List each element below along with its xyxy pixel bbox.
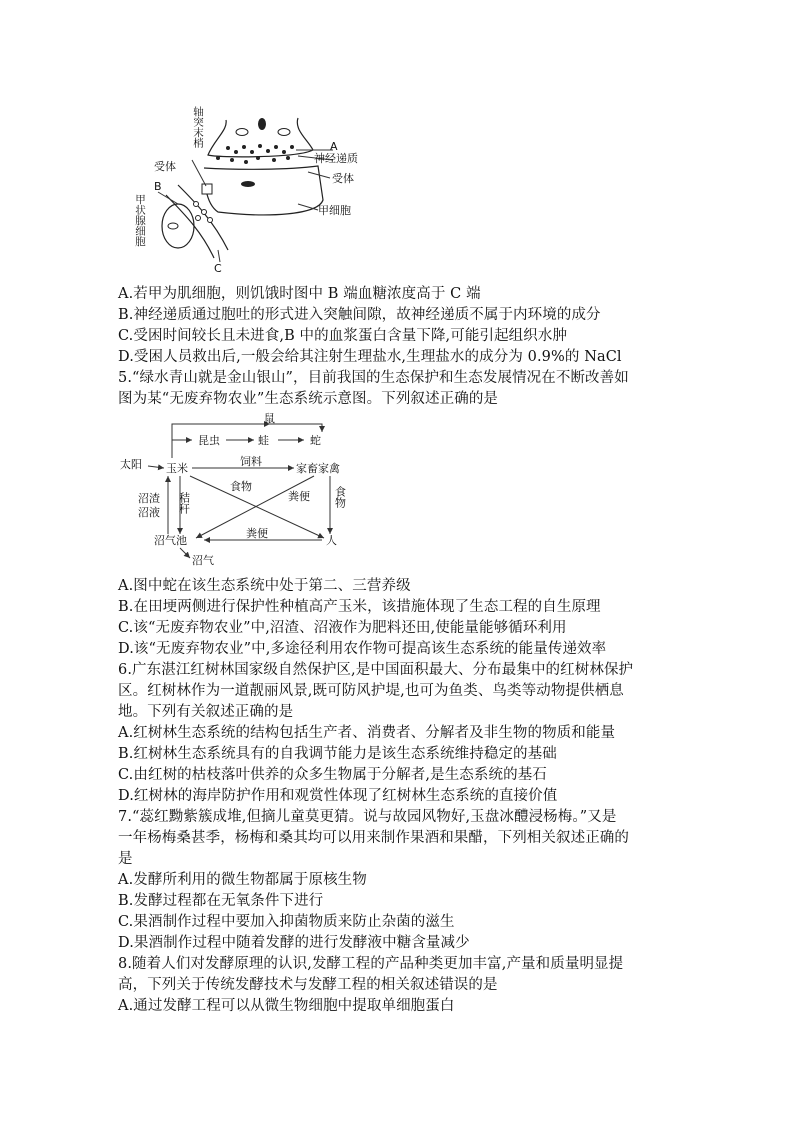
biogas-label: 沼气 — [192, 554, 214, 567]
manure-bottom-label: 粪便 — [246, 527, 268, 540]
receptor-left-label: 受体 — [154, 160, 176, 173]
mouse-node: 鼠 — [264, 412, 275, 425]
sun-label: 太阳 — [120, 458, 142, 471]
receptor-right-label: 受体 — [332, 172, 354, 185]
q5-option-b: B.在田埂两侧进行保护性种植高产玉米，该措施体现了生态工程的自生原理 — [118, 599, 601, 615]
feed-label: 饲料 — [240, 455, 262, 468]
food-right-label: 食物 — [333, 486, 347, 508]
q7-option-d: D.果酒制作过程中随着发酵的进行发酵液中糖含量减少 — [118, 935, 470, 951]
q5-stem-line-2: 图为某“无废弃物农业”生态系统示意图。下列叙述正确的是 — [118, 391, 499, 407]
livestock-node: 家畜家禽 — [296, 462, 340, 475]
snake-node: 蛇 — [310, 434, 321, 447]
q8-option-a: A.通过发酵工程可以从微生物细胞中提取单细胞蛋白 — [118, 998, 455, 1014]
thyroid-cell-label: 甲状腺细胞 — [134, 194, 146, 247]
q6-option-d: D.红树林的海岸防护作用和观赏性体现了红树林生态系统的直接价值 — [118, 788, 558, 804]
label-c: C — [214, 262, 222, 275]
ecosystem-diagram — [118, 410, 368, 575]
q7-line-2: 一年杨梅桑甚季，杨梅和桑其均可以用来制作果酒和果醋，下列相关叙述正确的 — [118, 830, 629, 846]
human-node: 人 — [326, 534, 337, 547]
q4-option-a: A.若甲为肌细胞，则饥饿时图中 B 端血糖浓度高于 C 端 — [118, 286, 481, 302]
food-cross-label: 食物 — [230, 480, 252, 493]
cell-jia-label: 甲细胞 — [318, 204, 351, 217]
q8-line-2: 高，下列关于传统发酵技术与发酵工程的相关叙述错误的是 — [118, 977, 498, 993]
label-b: B — [154, 180, 162, 193]
q7-option-c: C.果酒制作过程中要加入抑菌物质来防止杂菌的滋生 — [118, 914, 455, 930]
q6-option-a: A.红树林生态系统的结构包括生产者、消费者、分解者及非生物的物质和能量 — [118, 725, 616, 741]
q7-line-1: 7.“蕊红黝紫簇成堆,但摘儿童莫更猜。说与故园风物好,玉盘冰醴浸杨梅。”又是 — [118, 809, 617, 825]
neurotransmitter-label: 神经递质 — [314, 152, 358, 165]
q6-line-3: 地。下列有关叙述正确的是 — [118, 704, 294, 720]
q7-option-a: A.发酵所利用的微生物都属于原核生物 — [118, 872, 367, 888]
q5-option-d: D.该“无废弃物农业”中,多途径利用农作物可提高该生态系统的能量传递效率 — [118, 641, 607, 657]
manure-cross-label: 粪便 — [288, 490, 310, 503]
axon-terminal-label: 轴突末梢 — [192, 106, 204, 148]
q6-option-b: B.红树林生态系统具有的自我调节能力是该生态系统维持稳定的基础 — [118, 746, 557, 762]
slurry-label: 沼液 — [138, 506, 160, 519]
q5-option-a: A.图中蛇在该生态系统中处于第二、三营养级 — [118, 578, 411, 594]
synapse-diagram — [118, 100, 388, 275]
residue-label: 沼渣 — [138, 492, 160, 505]
q8-line-1: 8.随着人们对发酵原理的认识,发酵工程的产品种类更加丰富,产量和质量明显提 — [118, 956, 624, 972]
frog-node: 蛙 — [258, 434, 269, 447]
biogas-pool-node: 沼气池 — [154, 534, 187, 547]
q6-line-1: 6.广东湛江红树林国家级自然保护区,是中国面积最大、分布最集中的红树林保护 — [118, 662, 634, 678]
straw-label: 秸秆 — [177, 492, 191, 514]
q4-option-d: D.受困人员救出后,一般会给其注射生理盐水,生理盐水的成分为 0.9%的 NaCl — [118, 349, 622, 365]
q6-line-2: 区。红树林作为一道靓丽风景,既可防风护堤,也可为鱼类、鸟类等动物提供栖息 — [118, 683, 624, 699]
q4-option-c: C.受困时间较长且未进食,B 中的血浆蛋白含量下降,可能引起组织水肿 — [118, 328, 568, 344]
q7-line-3: 是 — [118, 851, 133, 867]
insect-node: 昆虫 — [198, 434, 220, 447]
q5-option-c: C.该“无废弃物农业”中,沼渣、沼液作为肥料还田,使能量能够循环利用 — [118, 620, 567, 636]
q7-option-b: B.发酵过程都在无氧条件下进行 — [118, 893, 324, 909]
corn-node: 玉米 — [166, 462, 188, 475]
q4-option-b: B.神经递质通过胞吐的形式进入突触间隙，故神经递质不属于内环境的成分 — [118, 307, 601, 323]
q6-option-c: C.由红树的枯枝落叶供养的众多生物属于分解者,是生态系统的基石 — [118, 767, 547, 783]
q5-stem-line-1: 5.“绿水青山就是金山银山”，目前我国的生态保护和生态发展情况在不断改善如 — [118, 370, 629, 386]
label-a: A — [330, 140, 338, 153]
